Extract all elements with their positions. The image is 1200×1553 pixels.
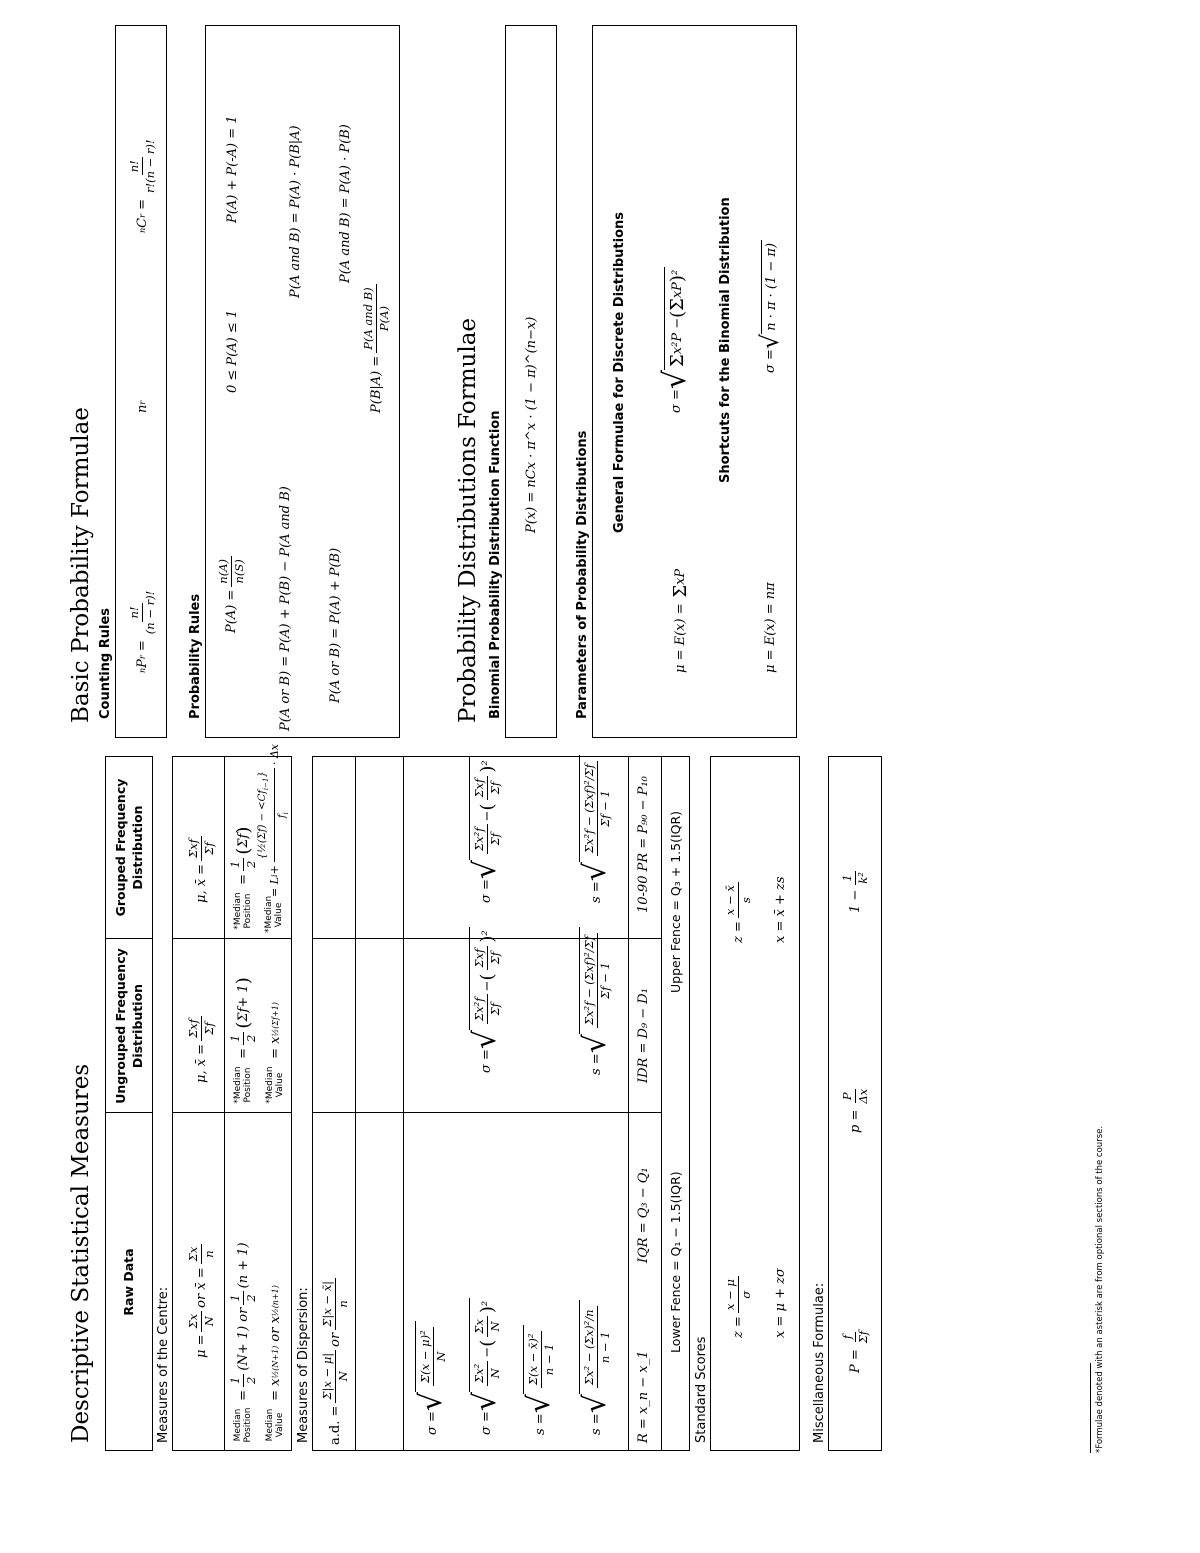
sigma-ungrouped: σ = √ Σx²f Σf − ( Σxf Σf ) ² bbox=[462, 927, 510, 1073]
binomial-label: Binomial Probability Distribution Function bbox=[488, 410, 503, 719]
s-ungrouped: s = √ Σx²f − (Σxf)²/Σf Σf − 1 bbox=[572, 927, 620, 1075]
x-population: x = μ + zσ bbox=[772, 1268, 788, 1338]
s-raw-computational: s = √ Σx² − (Σx)²/n n − 1 bbox=[572, 1300, 620, 1435]
probability-title: Basic Probability Formulae bbox=[68, 407, 94, 723]
median-value-raw: Median Value = x ½(N+1) or x ½(n+1) bbox=[265, 1285, 285, 1442]
conditional-probability: P(B|A) = P(A and B) P(A) bbox=[356, 281, 396, 413]
probability-bounds: 0 ≤ P(A) ≤ 1 bbox=[224, 309, 240, 393]
standard-scores-label: Standard Scores bbox=[694, 1336, 709, 1443]
median-value-ungrouped: *Median Value = x ½(Σf+1) bbox=[265, 1002, 285, 1104]
mean-grouped: μ, x̄ = Σxf Σf bbox=[182, 833, 220, 903]
median-position-grouped: *Median Position = 1 2 ( Σ f ) bbox=[227, 826, 258, 930]
lower-fence: Lower Fence = Q₁ − 1.5(IQR) bbox=[668, 1171, 683, 1353]
binomial-pdf: P(x) = nCx · π^x · (1 − π)^(n−x) bbox=[523, 316, 539, 533]
pr-1090-formula: 10-90 PR = P₉₀ − P₁₀ bbox=[635, 776, 651, 913]
col-grouped: Grouped Frequency Distribution bbox=[113, 778, 145, 917]
range-formula: R = x_n − x_1 bbox=[635, 1350, 651, 1443]
power-formula: n r bbox=[134, 400, 150, 413]
misc-relative-frequency: P = f Σf bbox=[839, 1330, 870, 1373]
z-sample: z = x − x̄ s bbox=[720, 879, 756, 943]
misc-density: p = P Δx bbox=[839, 1088, 870, 1133]
upper-fence: Upper Fence = Q₃ + 1.5(IQR) bbox=[668, 810, 683, 993]
mean-ungrouped: μ, x̄ = Σxf Σf bbox=[182, 1013, 220, 1083]
mean-absolute-deviation: a.d. = Σ|x − μ| N or Σ|x − x̄| n bbox=[318, 1275, 352, 1445]
x-sample: x = x̄ + zs bbox=[772, 876, 788, 943]
sigma-grouped: σ = √ Σx²f Σf − ( Σxf Σf ) ² bbox=[462, 757, 510, 903]
footnote: *Formulae denoted with an asterisk are from optional sections of the course. bbox=[1095, 1125, 1105, 1453]
combination-formula: n C r = n! r!(n − r)! bbox=[126, 139, 157, 233]
descriptive-title: Descriptive Statistical Measures bbox=[68, 1063, 94, 1443]
s-raw-definitional: s = √ Σ(x − x̄)² n − 1 bbox=[518, 1325, 562, 1435]
counting-rules-label: Counting Rules bbox=[98, 607, 113, 719]
general-formulae-label: General Formulae for Discrete Distributions bbox=[612, 211, 627, 533]
misc-label: Miscellaneous Formulae: bbox=[812, 1282, 827, 1443]
col-raw-data: Raw Data bbox=[121, 1248, 136, 1316]
dispersion-label: Measures of Dispersion: bbox=[296, 1287, 311, 1443]
permutation-formula: n P r = n! (n − r)! bbox=[126, 590, 157, 673]
mutually-exclusive-addition: P(A or B) = P(A) + P(B) bbox=[327, 547, 343, 703]
complement-rule: P(A) + P(-A) = 1 bbox=[224, 115, 240, 223]
standard-scores-box bbox=[710, 756, 800, 1451]
z-population: z = x − μ σ bbox=[720, 1273, 756, 1338]
median-value-grouped: *Median Value = L i + {½(Σf) − $<Cf_{i-1}$} $f_i$ · Δx bbox=[256, 744, 290, 933]
general-addition-rule: P(A or B) = P(A) + P(B) − P(A and B) bbox=[277, 486, 293, 731]
basic-probability-formula: P(A) = n(A) n(S) bbox=[212, 553, 250, 633]
mean-raw: μ = Σx N or x̄ = Σx n bbox=[182, 1241, 220, 1358]
idr-formula: IDR = D₉ − D₁ bbox=[635, 988, 651, 1083]
independent-multiplication: P(A and B) = P(A) · P(B) bbox=[337, 124, 353, 283]
median-position-raw: Median Position = 1 2 ( N + 1) or 1 2 (n + 1) bbox=[227, 1242, 258, 1443]
centre-label: Measures of the Centre: bbox=[156, 1286, 171, 1443]
sigma-raw-definitional: σ = √ Σ(x − μ)² N bbox=[410, 1321, 454, 1435]
sigma-raw-computational: σ = √ Σx² N − ( Σx N ) ² bbox=[462, 1298, 510, 1435]
misc-chebyshev: 1 − 1 k² bbox=[839, 872, 870, 913]
col-ungrouped: Ungrouped Frequency Distribution bbox=[113, 948, 145, 1104]
binomial-shortcuts-label: Shortcuts for the Binomial Distribution bbox=[718, 197, 733, 483]
median-position-ungrouped: *Median Position = 1 2 ( Σ f + 1 ) bbox=[227, 977, 258, 1104]
probability-rules-label: Probability Rules bbox=[188, 593, 203, 719]
iqr-formula: IQR = Q₃ − Q₁ bbox=[635, 1167, 651, 1263]
mu-general: μ = E( x ) = Σ x P bbox=[669, 568, 691, 673]
general-multiplication-rule: P(A and B) = P(A) · P(B|A) bbox=[287, 125, 303, 298]
sigma-general: σ = √ Σ x ²P − (Σ x P ) ² bbox=[652, 267, 700, 413]
mu-binomial: μ = E(x) = nπ bbox=[762, 582, 778, 673]
sigma-binomial: σ = √ n · π · (1 − π) bbox=[752, 240, 788, 373]
parameters-label: Parameters of Probability Distributions bbox=[575, 430, 590, 719]
distributions-title: Probability Distributions Formulae bbox=[455, 317, 481, 723]
s-grouped: s = √ Σx²f − (Σxf)²/Σf Σf − 1 bbox=[572, 755, 620, 903]
